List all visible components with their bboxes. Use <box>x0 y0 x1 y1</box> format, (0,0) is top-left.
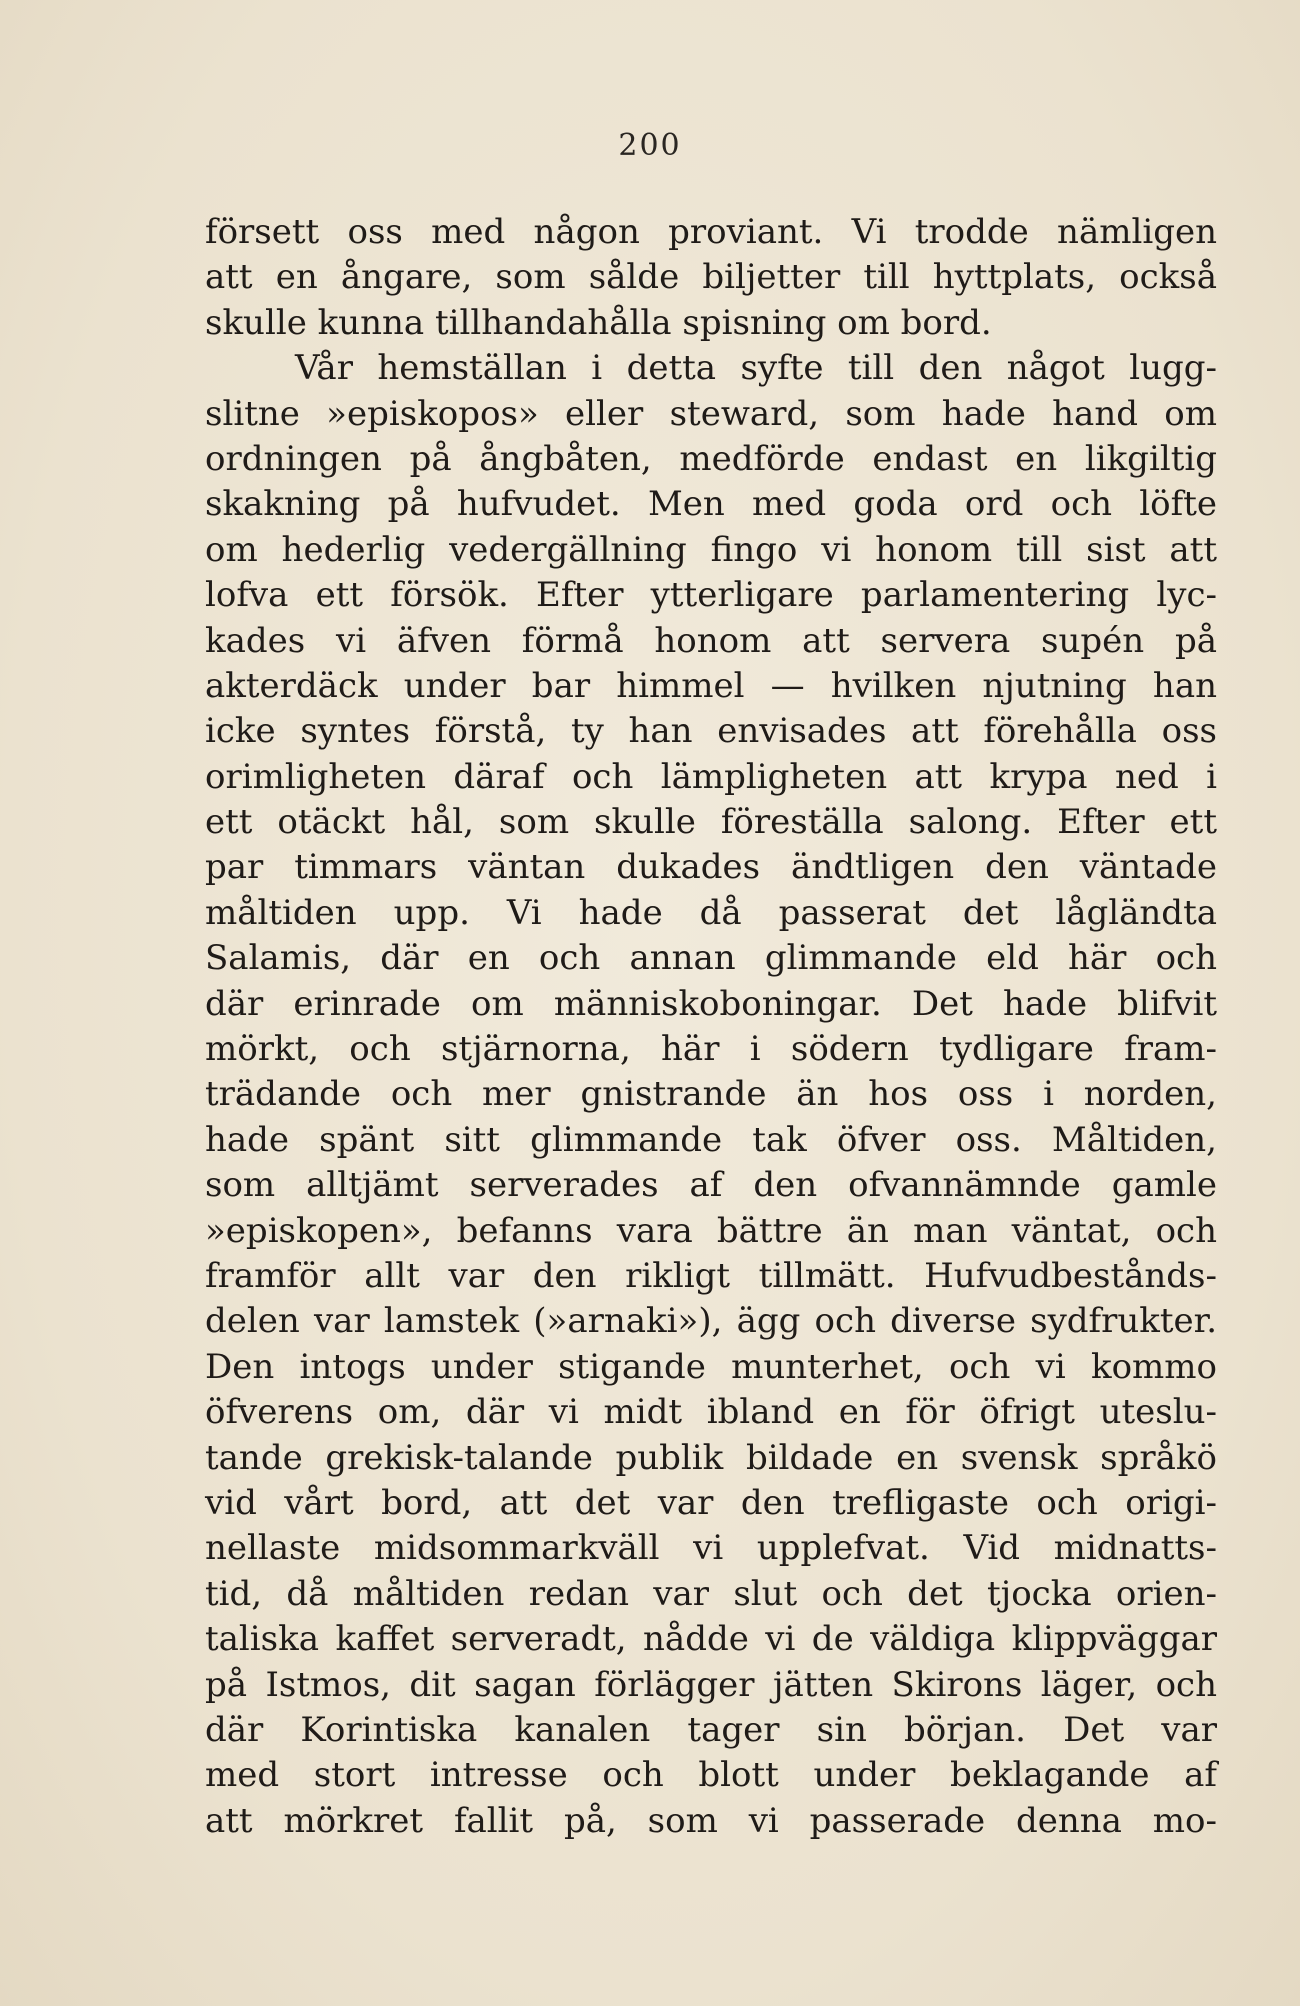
text-line: försett oss med någon proviant. Vi trodde nämligen <box>205 212 1217 252</box>
text-line: slitne »episkopos» eller steward, som hade hand om <box>205 393 1217 434</box>
text-line: där erinrade om människoboningar. Det hade blifvit <box>205 983 1217 1024</box>
text-line: skakning på hufvudet. Men med goda ord och löfte <box>205 484 1217 525</box>
body-text <box>205 210 1217 1844</box>
text-line: Vår hemställan i detta syfte till den något lugg- <box>295 348 1217 389</box>
text-line: orimligheten däraf och lämpligheten att krypa ned i <box>205 756 1217 797</box>
text-line: taliska kaffet serveradt, nådde vi de väldiga klippväggar <box>205 1619 1217 1660</box>
text-line: lofva ett försök. Efter ytterligare parlamentering lyc- <box>205 575 1217 616</box>
text-line: där Korintiska kanalen tager sin början. Det var <box>205 1709 1217 1750</box>
text-line: om hederlig vedergällning fingo vi honom till sist att <box>205 529 1217 570</box>
text-line: kades vi äfven förmå honom att servera supén på <box>205 620 1217 661</box>
text-line: icke syntes förstå, ty han envisades att förehålla oss <box>205 711 1217 752</box>
text-line: Den intogs under stigande munterhet, och vi kommo <box>205 1346 1217 1387</box>
text-line: att en ångare, som sålde biljetter till hyttplats, också <box>205 257 1217 298</box>
text-line: ett otäckt hål, som skulle föreställa salong. Efter ett <box>205 802 1217 843</box>
text-line: par timmars väntan dukades ändtligen den väntade <box>205 847 1217 888</box>
text-line: på Istmos, dit sagan förlägger jätten Skirons läger, och <box>205 1664 1217 1705</box>
text-line: öfverens om, där vi midt ibland en för öfrigt uteslu- <box>205 1392 1217 1433</box>
text-line: Salamis, där en och annan glimmande eld här och <box>205 938 1217 979</box>
text-line: med stort intresse och blott under beklagande af <box>205 1755 1217 1796</box>
text-line: skulle kunna tillhandahålla spisning om bord. <box>205 302 992 343</box>
text-line: måltiden upp. Vi hade då passerat det lågländta <box>205 892 1217 933</box>
text-line: framför allt var den rikligt tillmätt. Hufvudbestånds- <box>205 1255 1217 1296</box>
text-line: tid, då måltiden redan var slut och det tjocka orien- <box>205 1573 1217 1614</box>
text-line: »episkopen», befanns vara bättre än man väntat, och <box>205 1210 1217 1251</box>
text-line: vid vårt bord, att det var den trefligaste och origi- <box>205 1482 1217 1523</box>
text-line: hade spänt sitt glimmande tak öfver oss. Måltiden, <box>205 1119 1217 1160</box>
text-line: nellaste midsommarkväll vi upplefvat. Vid midnatts- <box>205 1528 1217 1569</box>
text-line: tande grekisk-talande publik bildade en svensk språkö <box>205 1437 1217 1478</box>
text-line: ordningen på ångbåten, medförde endast en likgiltig <box>205 438 1217 479</box>
text-line: som alltjämt serverades af den ofvannämnde gamle <box>205 1165 1217 1206</box>
text-line: akterdäck under bar himmel — hvilken njutning han <box>205 665 1217 706</box>
text-line: trädande och mer gnistrande än hos oss i norden, <box>205 1074 1217 1115</box>
text-line: mörkt, och stjärnorna, här i södern tydligare fram- <box>205 1029 1217 1070</box>
text-line: att mörkret fallit på, som vi passerade denna mo- <box>205 1800 1217 1841</box>
page-number: 200 <box>618 128 682 163</box>
text-line: delen var lamstek (»arnaki»), ägg och diverse sydfrukter. <box>205 1301 1217 1342</box>
